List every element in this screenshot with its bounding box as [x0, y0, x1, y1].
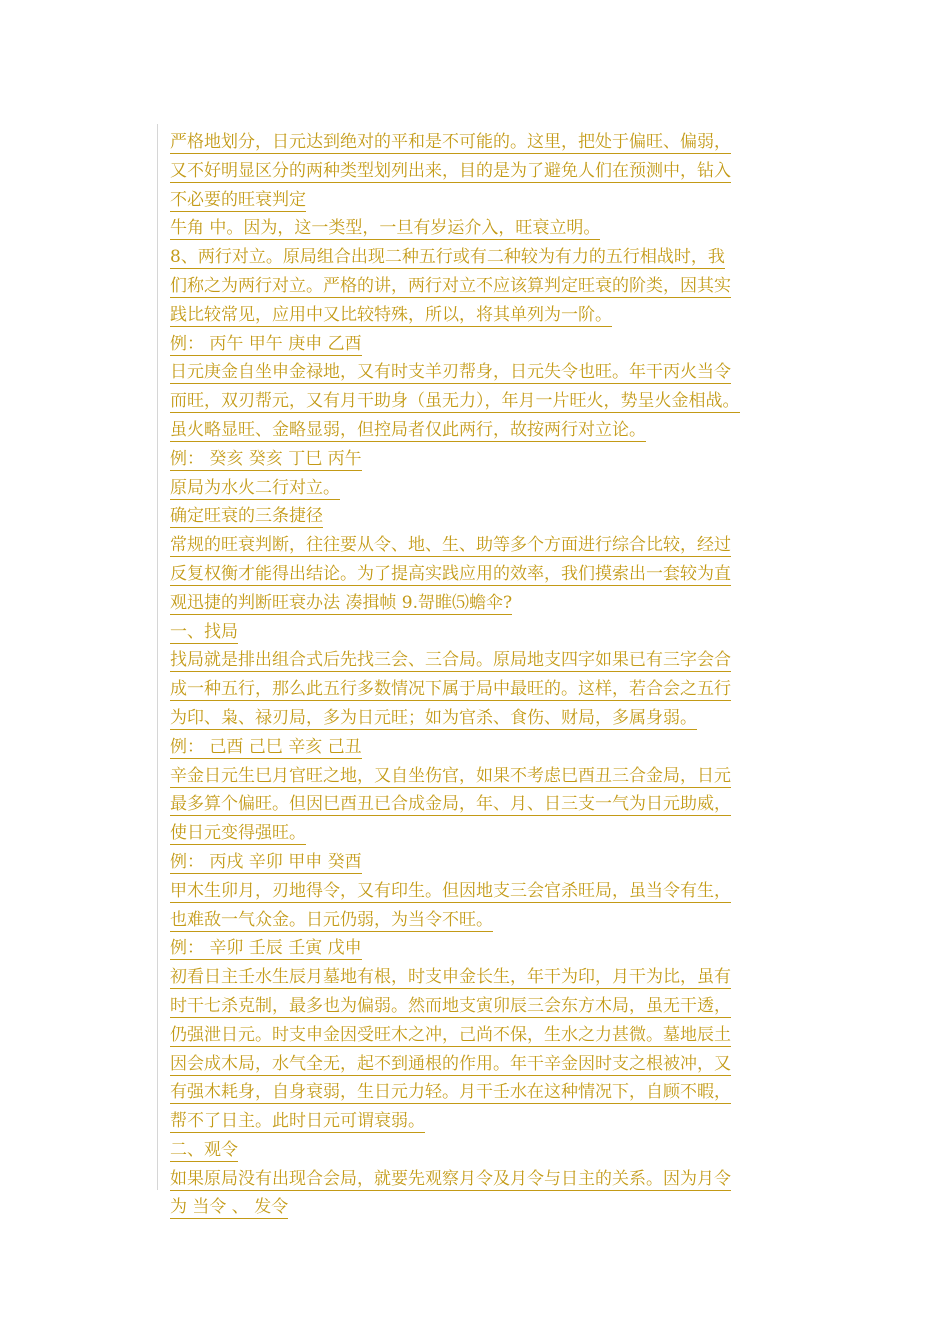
text-line	[170, 157, 830, 186]
text-line-content: 而旺，双刃帮元，又有月干助身（虽无力），年月一片旺火，势呈火金相战。	[170, 391, 740, 412]
text-line-content: 成一种五行，那么此五行多数情况下属于局中最旺的。这样，若合会之五行	[170, 679, 731, 700]
text-line-content: 日元庚金自坐申金禄地，又有时支羊刃帮身，日元失令也旺。年干丙火当令	[170, 362, 731, 383]
text-line-content: 们称之为两行对立。严格的讲，两行对立不应该算判定旺衰的阶类，因其实	[170, 275, 731, 296]
text-line-content: 观迅捷的判断旺衰办法 凑揖帧 9.哿睢⑸蟾伞?	[170, 592, 513, 613]
text-line-content: 践比较常见，应用中又比较特殊，所以，将其单列为一阶。	[170, 304, 612, 325]
left-margin-rule	[157, 124, 158, 1190]
document-text-body	[170, 128, 830, 1222]
text-line	[170, 762, 830, 791]
text-line	[170, 502, 830, 531]
text-line	[170, 1136, 830, 1165]
text-line-content: 辛金日元生巳月官旺之地，又自坐伤官，如果不考虑巳酉丑三合金局，日元	[170, 765, 731, 786]
text-line-content: 帮不了日主。此时日元可谓衰弱。	[170, 1111, 425, 1132]
text-line	[170, 618, 830, 647]
text-line	[170, 589, 830, 618]
text-line	[170, 675, 830, 704]
text-line-content: 8、两行对立。原局组合出现二种五行或有二种较为有力的五行相战时，我	[170, 247, 725, 268]
text-line	[170, 646, 830, 675]
text-line	[170, 358, 830, 387]
text-line-content: 如果原局没有出现合会局，就要先观察月令及月令与日主的关系。因为月令	[170, 1168, 731, 1189]
text-line-content: 常规的旺衰判断，往往要从令、地、生、助等多个方面进行综合比较，经过	[170, 535, 731, 556]
text-line	[170, 848, 830, 877]
text-line	[170, 186, 830, 215]
text-line-content: 例： 丙午 甲午 庚申 乙酉	[170, 333, 362, 354]
text-line	[170, 934, 830, 963]
text-line-content: 确定旺衰的三条捷径	[170, 506, 323, 527]
text-line	[170, 128, 830, 157]
text-line-content: 最多算个偏旺。但因巳酉丑已合成金局，年、月、日三支一气为日元助威，	[170, 794, 731, 815]
text-line	[170, 416, 830, 445]
text-line	[170, 1165, 830, 1194]
text-line-content: 一、找局	[170, 621, 238, 642]
text-line	[170, 1021, 830, 1050]
text-line	[170, 560, 830, 589]
text-line-content: 反复权衡才能得出结论。为了提高实践应用的效率，我们摸索出一套较为直	[170, 563, 731, 584]
text-line	[170, 301, 830, 330]
text-line-content: 使日元变得强旺。	[170, 823, 306, 844]
text-line	[170, 992, 830, 1021]
text-line-content: 时干七杀克制，最多也为偏弱。然而地支寅卯辰三会东方木局，虽无干透，	[170, 995, 731, 1016]
text-line-content: 甲木生卯月，刃地得令，又有印生。但因地支三会官杀旺局，虽当令有生，	[170, 880, 731, 901]
text-line-content: 为 当令 、 发令	[170, 1197, 289, 1218]
text-line-content: 虽火略显旺、金略显弱，但控局者仅此两行，故按两行对立论。	[170, 419, 646, 440]
text-line-content: 牛角 中。因为，这一类型，一旦有岁运介入，旺衰立明。	[170, 218, 601, 239]
text-line-content: 例： 癸亥 癸亥 丁巳 丙午	[170, 448, 362, 469]
text-line	[170, 1050, 830, 1079]
text-line	[170, 704, 830, 733]
text-line	[170, 963, 830, 992]
text-line	[170, 733, 830, 762]
text-line-content: 也难敌一气众金。日元仍弱，为当令不旺。	[170, 909, 493, 930]
text-line-content: 仍强泄日元。时支申金因受旺木之冲，己尚不保，生水之力甚微。墓地辰土	[170, 1024, 731, 1045]
text-line	[170, 330, 830, 359]
text-line-content: 二、观令	[170, 1139, 238, 1160]
text-line-content: 原局为水火二行对立。	[170, 477, 340, 498]
text-line	[170, 445, 830, 474]
text-line-content: 因会成木局，水气全无，起不到通根的作用。年干辛金因时支之根被冲，又	[170, 1053, 731, 1074]
text-line-content: 例： 己酉 己巳 辛亥 己丑	[170, 736, 362, 757]
text-line	[170, 1107, 830, 1136]
text-line	[170, 272, 830, 301]
text-line	[170, 1193, 830, 1222]
text-line	[170, 877, 830, 906]
text-line-content: 例： 丙戌 辛卯 甲申 癸酉	[170, 851, 362, 872]
text-line-content: 初看日主壬水生辰月墓地有根，时支申金长生，年干为印，月干为比，虽有	[170, 967, 731, 988]
text-line	[170, 243, 830, 272]
text-line-content: 严格地划分，日元达到绝对的平和是不可能的。这里，把处于偏旺、偏弱，	[170, 132, 731, 152]
text-line	[170, 906, 830, 935]
text-line-content: 又不好明显区分的两种类型划列出来，目的是为了避免人们在预测中，钻入	[170, 160, 731, 181]
text-line-content: 为印、枭、禄刃局，多为日元旺；如为官杀、食伤、财局，多属身弱。	[170, 707, 697, 728]
text-line-content: 有强木耗身，自身衰弱，生日元力轻。月干壬水在这种情况下，自顾不暇，	[170, 1082, 731, 1103]
text-line	[170, 387, 830, 416]
text-line	[170, 474, 830, 503]
text-line-content: 找局就是排出组合式后先找三会、三合局。原局地支四字如果已有三字会合	[170, 650, 731, 671]
text-line	[170, 214, 830, 243]
text-line	[170, 790, 830, 819]
text-line	[170, 531, 830, 560]
text-line-content: 不必要的旺衰判定	[170, 189, 306, 210]
text-line	[170, 1078, 830, 1107]
text-line-content: 例： 辛卯 壬辰 壬寅 戊申	[170, 938, 362, 959]
text-line	[170, 819, 830, 848]
